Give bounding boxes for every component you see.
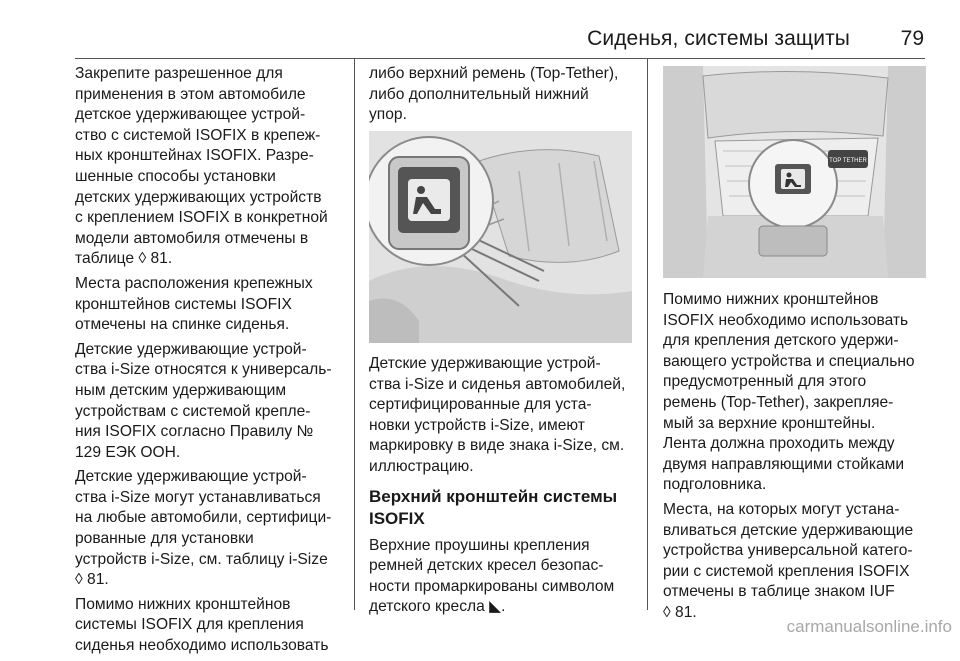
paragraph-top-anchor-marking: Верхние проушины крепления ремней детских кресел безопас- ности промаркированы символом детского кресла ◣.: [369, 536, 615, 616]
paragraph-lower-anchors: Помимо нижних кронштейнов системы ISOFIX для крепления сиденья необходимо использовать: [75, 595, 329, 655]
section-heading-top-anchor: Верхний кронштейн системы ISOFIX: [369, 486, 618, 528]
paragraph-top-tether-lead: либо верхний ремень (Top-Tether), либо дополнительный нижний упор.: [369, 65, 619, 124]
page-header: [0, 0, 960, 62]
trunk-top-tether-illustration: [663, 66, 926, 278]
column-2: [369, 64, 633, 616]
tag-label: TOP TETHER: [829, 158, 867, 164]
rear-seat-isofix-illustration: [369, 131, 632, 343]
paragraph-isofix-install: Закрепите разрешенное для применения в этом автомобиле детское удерживающее устрой- ство с системой ISOFIX в крепеж- ных кронштейнах ISOFIX. Разре- шенные способы установки детских удерживающих устройств с креплением ISOFIX в конкретной модели автомобиля отмечены в таблице ◊ 81.: [75, 65, 328, 268]
paragraph-iuf-marking: Места, на которых могут устана- вливаться детские удерживающие устройства универсальной катего- рии с системой крепления ISOFIX отмечены в таблице знаком IUF ◊ 81.: [663, 500, 914, 621]
column-divider-2: [647, 58, 648, 610]
watermark: carmanualsonline.info: [786, 617, 952, 636]
page-number: 79: [900, 27, 924, 50]
column-1: [75, 64, 347, 661]
paragraph-isize-vehicles: Детские удерживающие устрой- ства i-Size могут устанавливаться на любые автомобили, сертифици- рованные для установки устройств i-Size, см. таблицу i-Size ◊ 81.: [75, 468, 332, 589]
paragraph-isize-marking: Детские удерживающие устрой- ства i-Size и сиденья автомобилей, сертифицированные для уста- новки устройств i-Size, имеют маркировку в виде знака i-Size, см. иллюстрацию.: [369, 355, 626, 475]
page-title: Сиденья, системы защиты: [587, 27, 850, 50]
column-divider-1: [354, 58, 355, 610]
paragraph-top-tether-strap: Помимо нижних кронштейнов ISOFIX необходимо использовать для крепления детского удержи- вающего устройства и специально предусмотренный для этого ремень (Top-Tether), закрепляе- мый за верхние кронштейны. Лента должна проходить между двумя направляющими стойками подголовника.: [663, 291, 915, 494]
header-divider: [75, 58, 925, 59]
paragraph-isofix-locations: Места расположения крепежных кронштейнов системы ISOFIX отмечены на спинке сиденья.: [75, 274, 313, 334]
paragraph-isize-universal: Детские удерживающие устрой- ства i-Size относятся к универсаль- ным детским удерживающим устройствам с системой крепле- ния ISOFIX согласно Правилу № 129 ЕЭК ООН.: [75, 340, 332, 461]
